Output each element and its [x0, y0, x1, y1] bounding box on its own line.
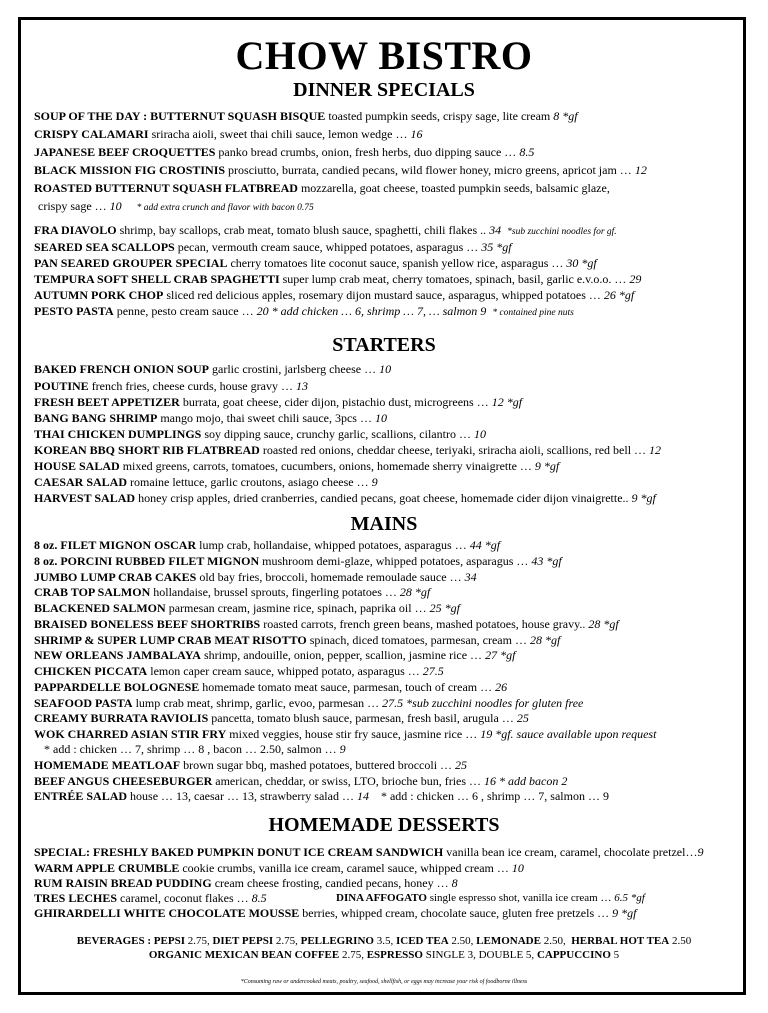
- menu-item: 8 oz. PORCINI RUBBED FILET MIGNON mushroom demi-glaze, whipped potatoes, asparagus … 43 *gf: [34, 554, 562, 568]
- section-heading-starters: STARTERS: [332, 334, 436, 356]
- menu-item: SEARED SEA SCALLOPS pecan, vermouth cream sauce, whipped potatoes, asparagus … 35 *gf: [34, 240, 512, 254]
- menu-item: GHIRARDELLI WHITE CHOCOLATE MOUSSE berries, whipped cream, chocolate sauce, gluten free pretzels … 9 *gf: [34, 906, 637, 920]
- menu-item: PESTO PASTA penne, pesto cream sauce … 20 * add chicken … 6, shrimp … 7, … salmon 9 * contained pine nuts: [34, 304, 574, 318]
- menu-item: SHRIMP & SUPER LUMP CRAB MEAT RISOTTO spinach, diced tomatoes, parmesan, cream … 28 *gf: [34, 633, 561, 647]
- menu-item: BLACKENED SALMON parmesan cream, jasmine rice, spinach, paprika oil … 25 *gf: [34, 601, 460, 615]
- menu-item: ROASTED BUTTERNUT SQUASH FLATBREAD mozzarella, goat cheese, toasted pumpkin seeds, balsamic glaze,: [34, 181, 610, 195]
- menu-item: JAPANESE BEEF CROQUETTES panko bread crumbs, onion, fresh herbs, duo dipping sauce … 8.5: [34, 145, 535, 159]
- menu-item: ENTRÉE SALAD house … 13, caesar … 13, strawberry salad … 14 * add : chicken … 6 , shrimp … 7, salmon … 9: [34, 789, 609, 803]
- section-heading-mains: MAINS: [350, 513, 418, 535]
- menu-item: BLACK MISSION FIG CROSTINIS prosciutto, burrata, candied pecans, wild flower honey, micro greens, apricot jam … 12: [34, 163, 647, 177]
- menu-subtitle: DINNER SPECIALS: [293, 79, 475, 101]
- menu-item: FRESH BEET APPETIZER burrata, goat cheese, cider dijon, pistachio dust, microgreens … 12 *gf: [34, 395, 523, 409]
- menu-item: SPECIAL: FRESHLY BAKED PUMPKIN DONUT ICE CREAM SANDWICH vanilla bean ice cream, caramel, chocolate pretzel…9: [34, 845, 704, 859]
- menu-item: PAN SEARED GROUPER SPECIAL cherry tomatoes lite coconut sauce, spanish yellow rice, asparagus … 30 *gf: [34, 256, 597, 270]
- menu-item: WOK CHARRED ASIAN STIR FRY mixed veggies, house stir fry sauce, jasmine rice … 19 *gf. sauce available upon request: [34, 727, 657, 741]
- menu-item-continued: crispy sage … 10 * add extra crunch and flavor with bacon 0.75: [38, 199, 314, 213]
- menu-item: NEW ORLEANS JAMBALAYA shrimp, andouille, onion, pepper, scallion, jasmine rice … 27 *gf: [34, 648, 516, 662]
- beverages-line-1: BEVERAGES : PEPSI 2.75, DIET PEPSI 2.75, PELLEGRINO 3.5, ICED TEA 2.50, LEMONADE 2.50, HERBAL HOT TEA 2.50: [76, 935, 692, 947]
- menu-item: THAI CHICKEN DUMPLINGS soy dipping sauce, crunchy garlic, scallions, cilantro … 10: [34, 427, 486, 441]
- menu-item: BEEF ANGUS CHEESEBURGER american, cheddar, or swiss, LTO, brioche bun, fries … 16 * add bacon 2: [34, 774, 568, 788]
- menu-item-addons: * add : chicken … 7, shrimp … 8 , bacon … 2.50, salmon … 9: [44, 742, 346, 756]
- menu-item: HARVEST SALAD honey crisp apples, dried cranberries, candied pecans, goat cheese, homemade cider dijon vinaigrette.. 9 *gf: [34, 491, 656, 505]
- restaurant-name: CHOW BISTRO: [235, 33, 533, 78]
- menu-item: RUM RAISIN BREAD PUDDING cream cheese frosting, candied pecans, honey … 8: [34, 876, 458, 890]
- menu-item: BRAISED BONELESS BEEF SHORTRIBS roasted carrots, french green beans, mashed potatoes, house gravy.. 28 *gf: [34, 617, 619, 631]
- menu-item: PAPPARDELLE BOLOGNESE homemade tomato meat sauce, parmesan, touch of cream … 26: [34, 680, 508, 694]
- menu-item: KOREAN BBQ SHORT RIB FLATBREAD roasted red onions, cheddar cheese, teriyaki, sriracha aioli, scallions, red bell … 12: [34, 443, 662, 457]
- menu-item: CAESAR SALAD romaine lettuce, garlic croutons, asiago cheese … 9: [34, 475, 378, 489]
- menu-item: 8 oz. FILET MIGNON OSCAR lump crab, hollandaise, whipped potatoes, asparagus … 44 *gf: [34, 538, 501, 552]
- menu-item: CREAMY BURRATA RAVIOLIS pancetta, tomato blush sauce, parmesan, fresh basil, arugula … 25: [34, 711, 529, 725]
- menu-item: HOUSE SALAD mixed greens, carrots, tomatoes, cucumbers, onions, homemade sherry vinaigrette … 9 *gf: [34, 459, 560, 473]
- menu-item: CRAB TOP SALMON hollandaise, brussel sprouts, fingerling potatoes … 28 *gf: [34, 585, 431, 599]
- menu-item: HOMEMADE MEATLOAF brown sugar bbq, mashed potatoes, buttered broccoli … 25: [34, 758, 468, 772]
- menu-item: POUTINE french fries, cheese curds, house gravy … 13: [34, 379, 308, 393]
- menu-item: DINA AFFOGATO single espresso shot, vanilla ice cream … 6.5 *gf: [336, 892, 645, 904]
- menu-item: TEMPURA SOFT SHELL CRAB SPAGHETTI super lump crab meat, cherry tomatoes, spinach, basil, garlic e.v.o.o. … 29: [34, 272, 642, 286]
- menu-item: BAKED FRENCH ONION SOUP garlic crostini, jarlsberg cheese … 10: [34, 362, 392, 376]
- menu-item: CHICKEN PICCATA lemon caper cream sauce, whipped potato, asparagus … 27.5: [34, 664, 444, 678]
- section-heading-desserts: HOMEMADE DESSERTS: [268, 814, 500, 836]
- menu-item: CRISPY CALAMARI sriracha aioli, sweet thai chili sauce, lemon wedge … 16: [34, 127, 423, 141]
- menu-item: TRES LECHES caramel, coconut flakes … 8.5: [34, 891, 267, 905]
- menu-item: SEAFOOD PASTA lump crab meat, shrimp, garlic, evoo, parmesan … 27.5 *sub zucchini noodles for gluten free: [34, 696, 584, 710]
- menu-item: WARM APPLE CRUMBLE cookie crumbs, vanilla ice cream, caramel sauce, whipped cream … 10: [34, 861, 524, 875]
- menu-item: SOUP OF THE DAY : BUTTERNUT SQUASH BISQUE toasted pumpkin seeds, crispy sage, lite cream 8 *gf: [34, 109, 578, 123]
- menu-item: AUTUMN PORK CHOP sliced red delicious apples, rosemary dijon mustard sauce, asparagus, whipped potatoes … 26 *gf: [34, 288, 635, 302]
- menu-item: FRA DIAVOLO shrimp, bay scallops, crab meat, tomato blush sauce, spaghetti, chili flakes .. 34 *sub zucchini noodles for gf.: [34, 223, 617, 237]
- menu-item: BANG BANG SHRIMP mango mojo, thai sweet chili sauce, 3pcs … 10: [34, 411, 387, 425]
- menu-item: JUMBO LUMP CRAB CAKES old bay fries, broccoli, homemade remoulade sauce … 34: [34, 570, 477, 584]
- food-safety-disclaimer: *Consuming raw or undercooked meats, poultry, seafood, shellfish, or eggs may increase your risk of foodborne illness: [240, 979, 528, 985]
- beverages-line-2: ORGANIC MEXICAN BEAN COFFEE 2.75, ESPRESSO SINGLE 3, DOUBLE 5, CAPPUCCINO 5: [148, 949, 620, 961]
